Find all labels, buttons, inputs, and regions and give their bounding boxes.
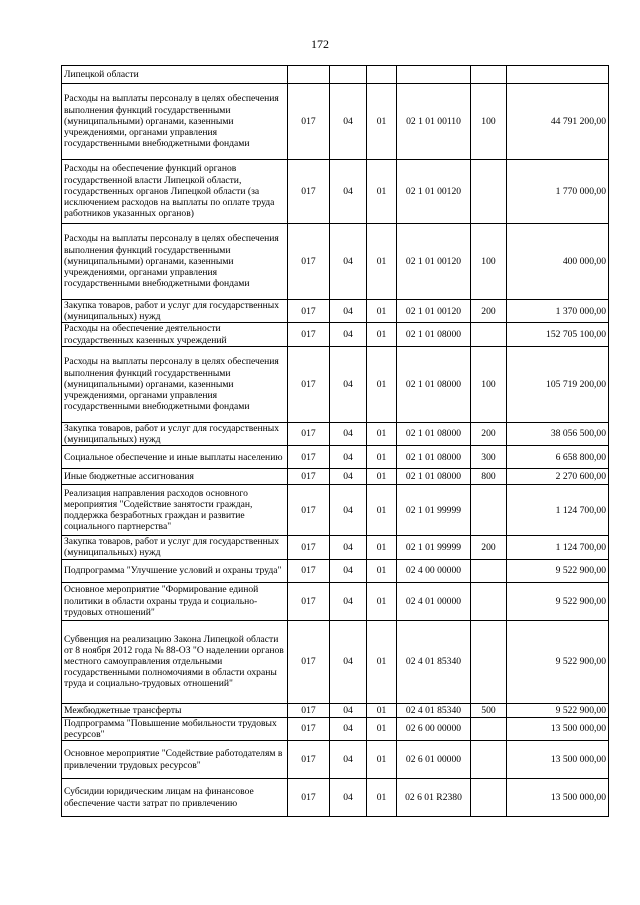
row-code-section: 04 [330, 422, 367, 445]
row-amount: 9 522 900,00 [507, 703, 609, 717]
row-code-subsection: 01 [367, 323, 397, 346]
row-code-section: 04 [330, 224, 367, 300]
row-code-target-article: 02 1 01 08000 [397, 469, 471, 485]
row-code-section: 04 [330, 717, 367, 740]
row-code-expense-type: 200 [471, 422, 507, 445]
row-code-target-article: 02 1 01 99999 [397, 485, 471, 536]
row-description: Межбюджетные трансферты [62, 703, 288, 717]
row-code-section: 04 [330, 582, 367, 620]
table-row [62, 469, 609, 485]
row-description: Основное мероприятие "Содействие работодателям в привлечении трудовых ресурсов" [62, 741, 288, 779]
row-code-ministry: 017 [288, 446, 330, 469]
row-code-subsection: 01 [367, 446, 397, 469]
table-row [62, 422, 609, 445]
row-code-section: 04 [330, 469, 367, 485]
row-code-ministry: 017 [288, 224, 330, 300]
row-code-ministry: 017 [288, 485, 330, 536]
row-amount: 13 500 000,00 [507, 717, 609, 740]
row-code-expense-type [471, 323, 507, 346]
row-code-subsection: 01 [367, 703, 397, 717]
row-code-section: 04 [330, 741, 367, 779]
page-number: 172 [311, 37, 329, 51]
row-description: Субвенция на реализацию Закона Липецкой области от 8 ноября 2012 года № 88-ОЗ "О наделении органов местного самоуправления отдельными государственными полномочиями в области охраны труда и социально-трудовых отношений" [62, 620, 288, 703]
row-amount: 1 124 700,00 [507, 485, 609, 536]
row-code-expense-type: 100 [471, 346, 507, 422]
row-code-expense-type [471, 582, 507, 620]
row-code-ministry: 017 [288, 422, 330, 445]
row-code-subsection: 01 [367, 620, 397, 703]
table-row [62, 224, 609, 300]
row-code-section: 04 [330, 703, 367, 717]
row-amount: 1 124 700,00 [507, 536, 609, 559]
row-code-expense-type [471, 741, 507, 779]
row-code-expense-type [471, 559, 507, 582]
row-code-expense-type: 100 [471, 84, 507, 160]
row-description: Расходы на обеспечение деятельности государственных казенных учреждений [62, 323, 288, 346]
row-code-target-article: 02 6 01 R2380 [397, 779, 471, 817]
row-code-target-article: 02 4 00 00000 [397, 559, 471, 582]
row-code-target-article: 02 1 01 00120 [397, 160, 471, 224]
table-row [62, 559, 609, 582]
row-description: Подпрограмма "Повышение мобильности трудовых ресурсов" [62, 717, 288, 740]
row-amount: 1 770 000,00 [507, 160, 609, 224]
row-amount: 9 522 900,00 [507, 559, 609, 582]
row-code-target-article: 02 1 01 00120 [397, 224, 471, 300]
row-amount: 152 705 100,00 [507, 323, 609, 346]
row-code-expense-type: 300 [471, 446, 507, 469]
row-code-target-article: 02 6 01 00000 [397, 741, 471, 779]
budget-table [61, 65, 609, 817]
row-code-expense-type: 100 [471, 224, 507, 300]
row-amount [507, 66, 609, 84]
row-code-subsection [367, 66, 397, 84]
row-amount: 38 056 500,00 [507, 422, 609, 445]
row-code-target-article: 02 1 01 08000 [397, 346, 471, 422]
row-description: Реализация направления расходов основного мероприятия "Содействие занятости граждан, поддержка безработных граждан и развитие социального партнерства" [62, 485, 288, 536]
table-row [62, 717, 609, 740]
row-code-target-article: 02 1 01 00120 [397, 300, 471, 323]
row-code-ministry: 017 [288, 741, 330, 779]
row-code-expense-type: 800 [471, 469, 507, 485]
row-code-ministry: 017 [288, 323, 330, 346]
row-code-subsection: 01 [367, 160, 397, 224]
row-code-ministry: 017 [288, 620, 330, 703]
row-code-ministry: 017 [288, 469, 330, 485]
row-code-ministry: 017 [288, 160, 330, 224]
table-row [62, 84, 609, 160]
row-code-ministry: 017 [288, 779, 330, 817]
row-code-subsection: 01 [367, 741, 397, 779]
table-row [62, 485, 609, 536]
row-code-section: 04 [330, 536, 367, 559]
row-amount: 2 270 600,00 [507, 469, 609, 485]
row-code-ministry: 017 [288, 703, 330, 717]
row-code-subsection: 01 [367, 300, 397, 323]
row-code-section [330, 66, 367, 84]
row-amount: 105 719 200,00 [507, 346, 609, 422]
row-amount: 6 658 800,00 [507, 446, 609, 469]
row-code-section: 04 [330, 559, 367, 582]
row-description: Закупка товаров, работ и услуг для государственных (муниципальных) нужд [62, 300, 288, 323]
table-row [62, 66, 609, 84]
row-code-ministry: 017 [288, 300, 330, 323]
row-code-target-article: 02 4 01 85340 [397, 620, 471, 703]
row-code-section: 04 [330, 323, 367, 346]
table-row [62, 346, 609, 422]
row-code-section: 04 [330, 160, 367, 224]
row-amount: 9 522 900,00 [507, 582, 609, 620]
row-code-expense-type [471, 66, 507, 84]
row-code-subsection: 01 [367, 779, 397, 817]
row-code-target-article: 02 4 01 85340 [397, 703, 471, 717]
table-row [62, 582, 609, 620]
row-amount: 1 370 000,00 [507, 300, 609, 323]
row-code-section: 04 [330, 779, 367, 817]
row-code-expense-type [471, 485, 507, 536]
row-code-subsection: 01 [367, 469, 397, 485]
row-code-target-article: 02 1 01 08000 [397, 446, 471, 469]
row-code-ministry [288, 66, 330, 84]
row-amount: 13 500 000,00 [507, 741, 609, 779]
table-row [62, 620, 609, 703]
row-code-expense-type [471, 717, 507, 740]
row-code-subsection: 01 [367, 485, 397, 536]
table-row [62, 446, 609, 469]
row-code-target-article: 02 1 01 00110 [397, 84, 471, 160]
row-code-section: 04 [330, 346, 367, 422]
row-code-target-article: 02 1 01 08000 [397, 422, 471, 445]
row-code-ministry: 017 [288, 582, 330, 620]
row-description: Основное мероприятие "Формирование единой политики в области охраны труда и социально-трудовых отношений" [62, 582, 288, 620]
row-amount: 13 500 000,00 [507, 779, 609, 817]
row-amount: 44 791 200,00 [507, 84, 609, 160]
row-description: Расходы на выплаты персоналу в целях обеспечения выполнения функций государственными (муниципальными) органами, казенными учреждениями, органами управления государственными внебюджетными фондами [62, 84, 288, 160]
row-code-section: 04 [330, 300, 367, 323]
row-description: Социальное обеспечение и иные выплаты населению [62, 446, 288, 469]
row-code-expense-type: 500 [471, 703, 507, 717]
row-code-ministry: 017 [288, 559, 330, 582]
row-code-subsection: 01 [367, 84, 397, 160]
table-row [62, 160, 609, 224]
row-code-expense-type [471, 779, 507, 817]
table-row [62, 741, 609, 779]
row-code-subsection: 01 [367, 422, 397, 445]
row-description: Закупка товаров, работ и услуг для государственных (муниципальных) нужд [62, 422, 288, 445]
row-description: Закупка товаров, работ и услуг для государственных (муниципальных) нужд [62, 536, 288, 559]
row-code-section: 04 [330, 446, 367, 469]
row-code-expense-type [471, 620, 507, 703]
row-code-section: 04 [330, 84, 367, 160]
row-code-expense-type: 200 [471, 300, 507, 323]
table-row [62, 300, 609, 323]
table-row [62, 323, 609, 346]
row-description: Расходы на выплаты персоналу в целях обеспечения выполнения функций государственными (муниципальными) органами, казенными учреждениями, органами управления государственными внебюджетными фондами [62, 224, 288, 300]
row-description: Иные бюджетные ассигнования [62, 469, 288, 485]
row-code-subsection: 01 [367, 717, 397, 740]
row-code-ministry: 017 [288, 84, 330, 160]
row-description: Подпрограмма "Улучшение условий и охраны труда" [62, 559, 288, 582]
row-code-section: 04 [330, 620, 367, 703]
row-code-ministry: 017 [288, 717, 330, 740]
row-code-target-article: 02 1 01 08000 [397, 323, 471, 346]
row-code-ministry: 017 [288, 536, 330, 559]
row-description: Субсидии юридическим лицам на финансовое обеспечение части затрат по привлечению [62, 779, 288, 817]
row-code-subsection: 01 [367, 582, 397, 620]
table-row [62, 779, 609, 817]
row-description: Липецкой области [62, 66, 288, 84]
table-row [62, 703, 609, 717]
table-row [62, 536, 609, 559]
row-description: Расходы на обеспечение функций органов государственной власти Липецкой области, государственных органов Липецкой области (за исключением расходов на выплаты по оплате труда работников указанных органов) [62, 160, 288, 224]
row-code-subsection: 01 [367, 224, 397, 300]
row-description: Расходы на выплаты персоналу в целях обеспечения выполнения функций государственными (муниципальными) органами, казенными учреждениями, органами управления государственными внебюджетными фондами [62, 346, 288, 422]
row-code-ministry: 017 [288, 346, 330, 422]
row-code-expense-type: 200 [471, 536, 507, 559]
row-amount: 400 000,00 [507, 224, 609, 300]
row-code-subsection: 01 [367, 346, 397, 422]
row-code-subsection: 01 [367, 536, 397, 559]
row-amount: 9 522 900,00 [507, 620, 609, 703]
row-code-target-article: 02 6 00 00000 [397, 717, 471, 740]
row-code-section: 04 [330, 485, 367, 536]
row-code-target-article: 02 4 01 00000 [397, 582, 471, 620]
row-code-expense-type [471, 160, 507, 224]
row-code-target-article: 02 1 01 99999 [397, 536, 471, 559]
row-code-target-article [397, 66, 471, 84]
row-code-subsection: 01 [367, 559, 397, 582]
